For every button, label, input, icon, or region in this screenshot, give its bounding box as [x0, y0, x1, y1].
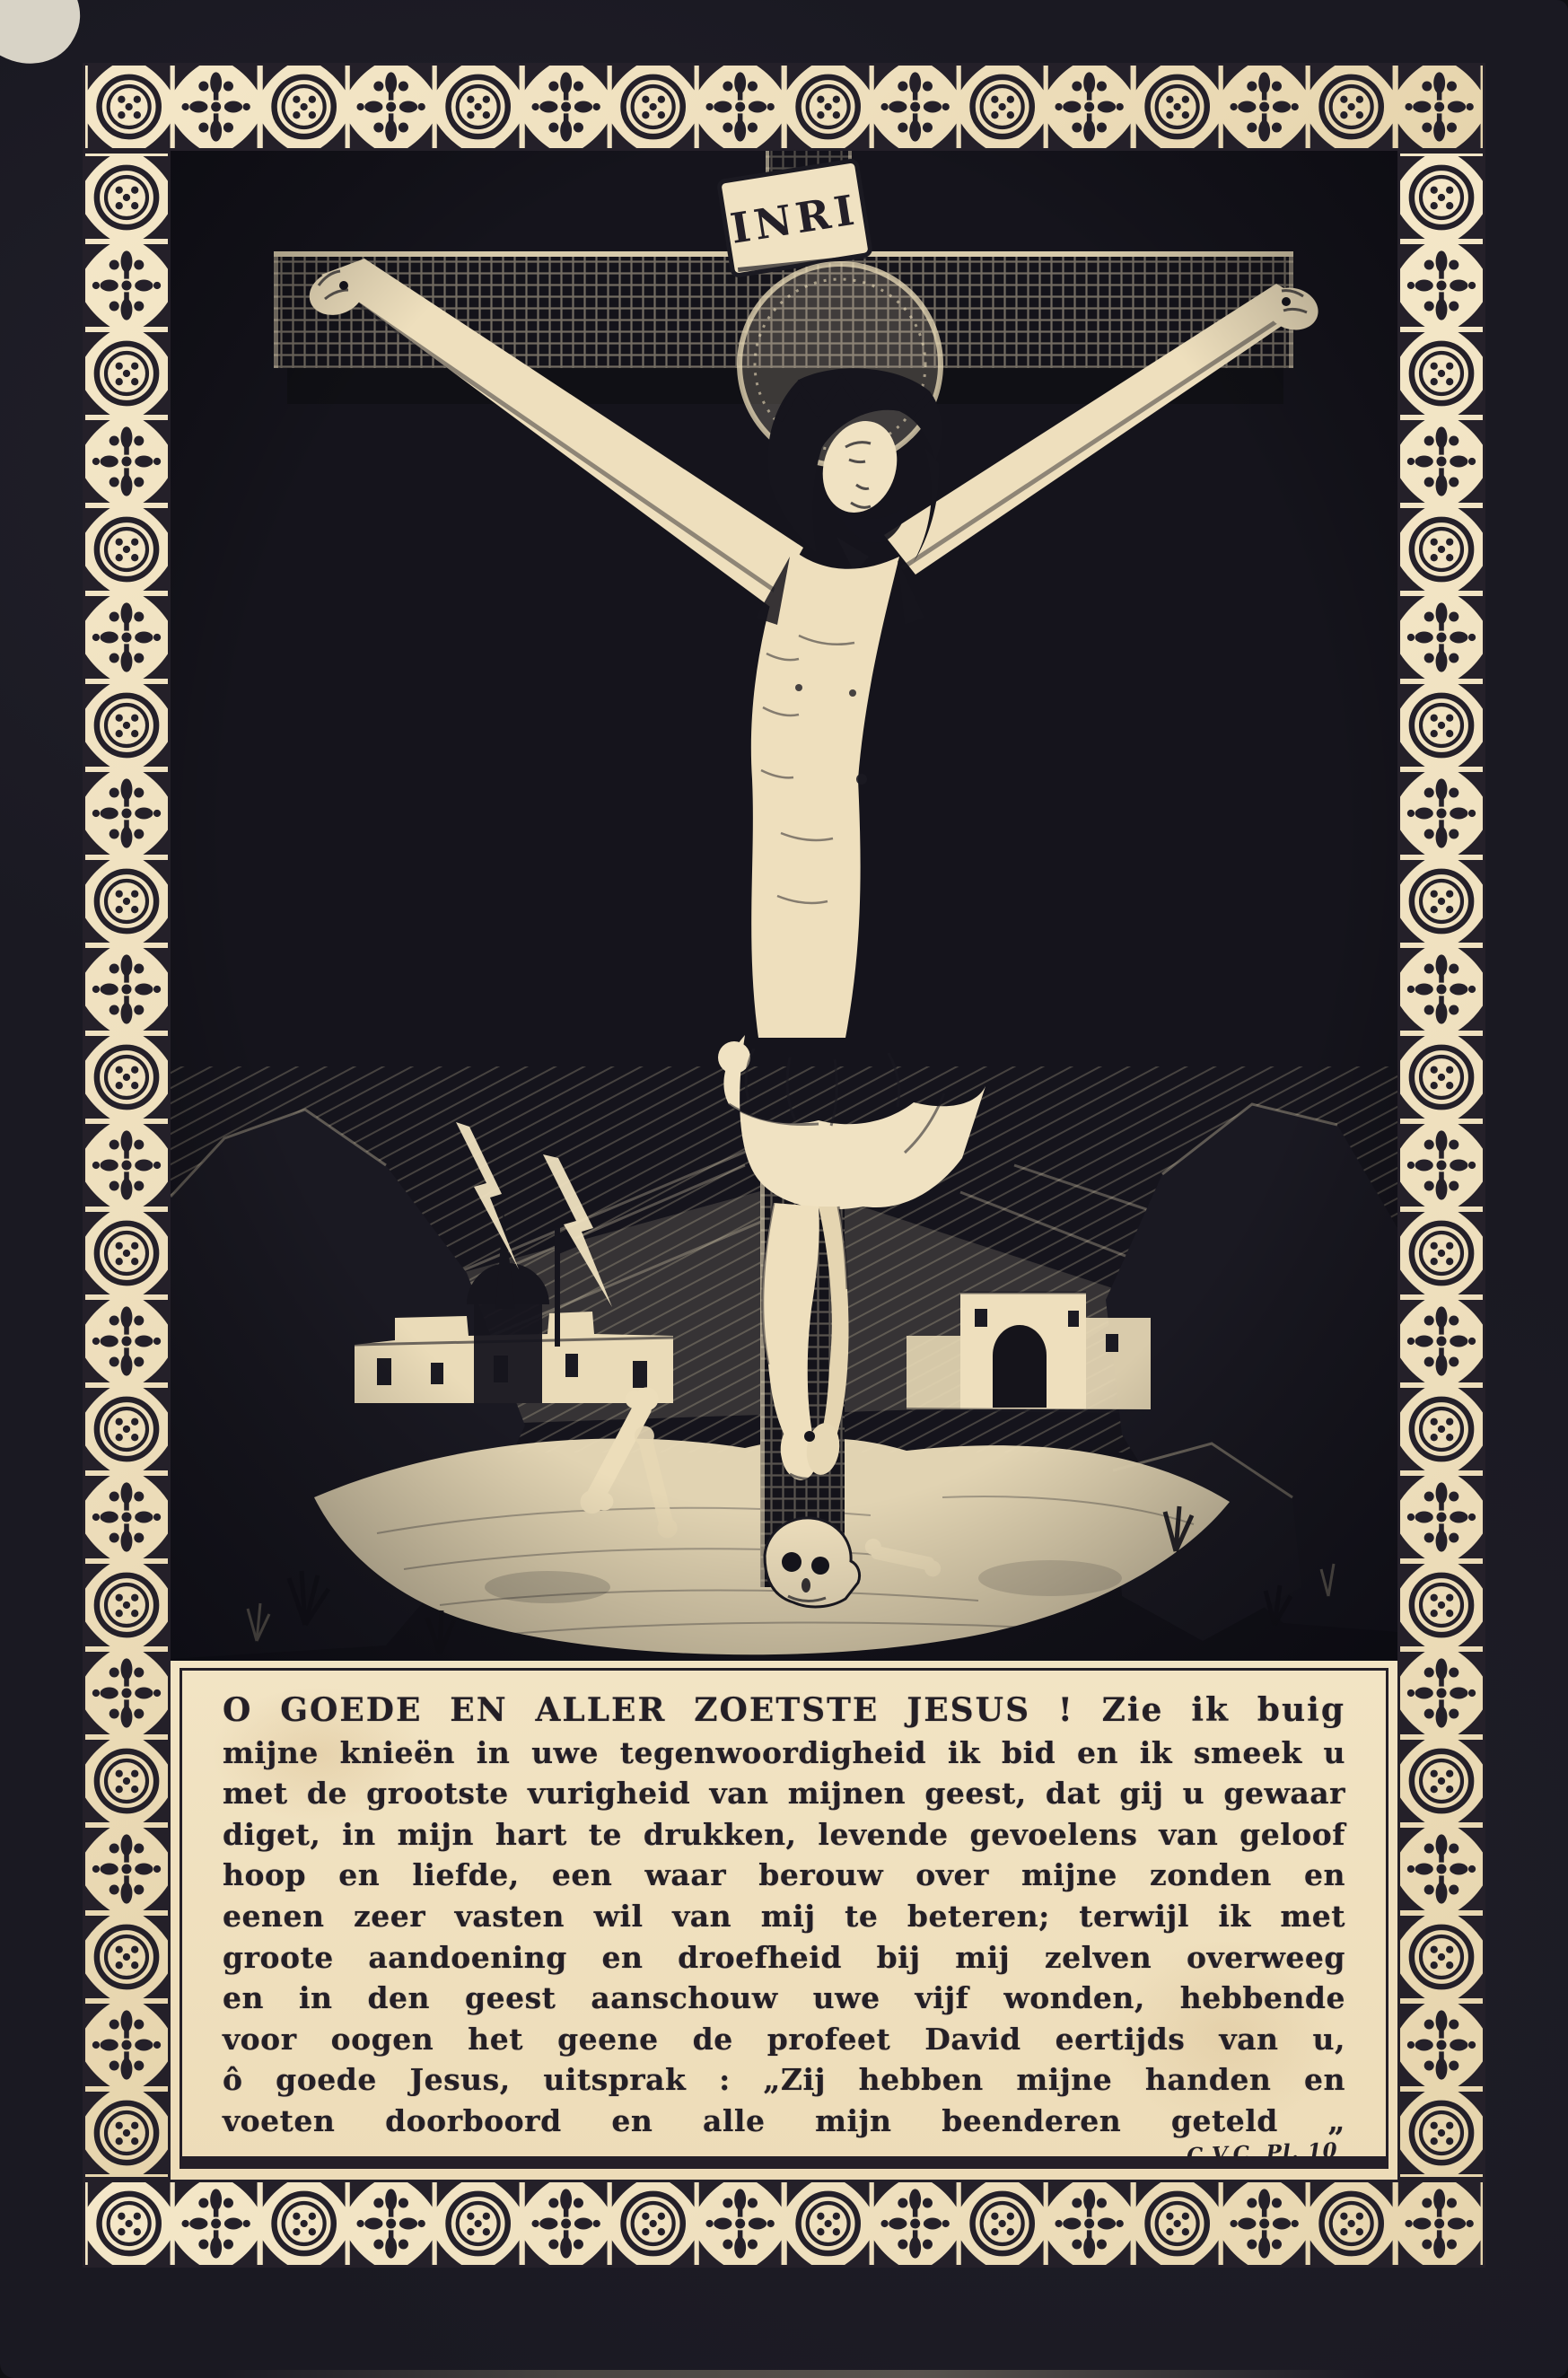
cross-flower-ornament-icon: [1400, 1121, 1483, 1209]
rosette-ornament-icon: [1400, 329, 1483, 417]
prayer-line: mijne knieën in uwe tegenwoordigheid ik bid en ik smeek u: [223, 1734, 1345, 1770]
cross-flower-ornament-icon: [172, 2182, 259, 2265]
rosette-ornament-icon: [85, 154, 168, 241]
rosette-ornament-icon: [1400, 1209, 1483, 1297]
rosette-ornament-icon: [85, 1033, 168, 1121]
cross-flower-ornament-icon: [1400, 2001, 1483, 2089]
ornamental-border-right: [1397, 151, 1485, 2180]
rosette-ornament-icon: [1134, 66, 1221, 148]
rosette-ornament-icon: [1400, 1033, 1483, 1121]
prayer-line: met de grootste vurigheid van mijnen geest, dat gij u gewaar: [223, 1776, 1345, 1812]
rosette-ornament-icon: [1400, 154, 1483, 241]
cross-flower-ornament-icon: [696, 66, 784, 148]
rosette-ornament-icon: [959, 2182, 1046, 2265]
cross-flower-ornament-icon: [1221, 66, 1308, 148]
rosette-ornament-icon: [85, 1385, 168, 1473]
prayer-line: diget, in mijn hart te drukken, levende gevoelens van geloof: [223, 1816, 1345, 1852]
cross-flower-ornament-icon: [1400, 1825, 1483, 1913]
cross-flower-ornament-icon: [522, 2182, 609, 2265]
engraver-signature: C.V.C. Pl. 10: [1186, 2138, 1339, 2168]
prayer-line: voeten doorboord en alle mijn beenderen geteld „: [223, 2102, 1345, 2138]
cross-flower-ornament-icon: [1046, 2182, 1133, 2265]
cross-flower-ornament-icon: [85, 1297, 168, 1385]
prayer-line: voor oogen het geene de profeet David eertijds van u,: [223, 2021, 1345, 2057]
rosette-ornament-icon: [1308, 2182, 1395, 2265]
rosette-ornament-icon: [609, 2182, 696, 2265]
rosette-ornament-icon: [85, 1913, 168, 2001]
rosette-ornament-icon: [434, 2182, 521, 2265]
rosette-ornament-icon: [434, 66, 521, 148]
prayer-line: hoop en liefde, een waar berouw over mijne zonden en: [223, 1857, 1345, 1893]
rosette-ornament-icon: [85, 2089, 168, 2177]
cross-flower-ornament-icon: [1400, 769, 1483, 857]
rosette-ornament-icon: [1308, 66, 1395, 148]
cross-flower-ornament-icon: [85, 1473, 168, 1561]
rosette-ornament-icon: [85, 1737, 168, 1825]
cross-flower-ornament-icon: [1400, 241, 1483, 329]
rosette-ornament-icon: [85, 681, 168, 769]
rosette-ornament-icon: [1400, 1561, 1483, 1649]
rosette-ornament-icon: [1400, 857, 1483, 945]
crucifixion-engraving: [171, 151, 1397, 1661]
cross-flower-ornament-icon: [1400, 417, 1483, 505]
prayer-line: eenen zeer vasten wil van mij te beteren; terwijl ik met: [223, 1898, 1345, 1934]
cross-flower-ornament-icon: [347, 2182, 434, 2265]
cross-flower-ornament-icon: [85, 241, 168, 329]
ornamental-border-left: [83, 151, 171, 2180]
ornamental-border-top: [83, 63, 1485, 151]
cross-flower-ornament-icon: [1400, 593, 1483, 681]
rosette-ornament-icon: [1400, 681, 1483, 769]
rosette-ornament-icon: [85, 857, 168, 945]
prayer-line: ô goede Jesus, uitsprak : „Zij hebben mijne handen en: [223, 2062, 1345, 2098]
cross-flower-ornament-icon: [172, 66, 259, 148]
rosette-ornament-icon: [260, 66, 347, 148]
cross-flower-ornament-icon: [1396, 66, 1483, 148]
cross-flower-ornament-icon: [85, 1121, 168, 1209]
card-bottom-edge: [215, 2370, 1382, 2378]
prayer-text: [223, 1691, 1345, 2138]
prayer-panel: [171, 1661, 1397, 2180]
rosette-ornament-icon: [959, 66, 1046, 148]
cross-flower-ornament-icon: [1396, 2182, 1483, 2265]
cross-flower-ornament-icon: [1046, 66, 1133, 148]
rosette-ornament-icon: [1134, 2182, 1221, 2265]
rosette-ornament-icon: [85, 66, 172, 148]
cross-flower-ornament-icon: [85, 417, 168, 505]
prayer-line: groote aandoening en droefheid bij mij zelven overweeg: [223, 1939, 1345, 1975]
rosette-ornament-icon: [1400, 1737, 1483, 1825]
rosette-ornament-icon: [260, 2182, 347, 2265]
cross-flower-ornament-icon: [872, 2182, 959, 2265]
cross-flower-ornament-icon: [85, 769, 168, 857]
rosette-ornament-icon: [609, 66, 696, 148]
rosette-ornament-icon: [784, 66, 872, 148]
cross-flower-ornament-icon: [696, 2182, 784, 2265]
cross-flower-ornament-icon: [522, 66, 609, 148]
cross-flower-ornament-icon: [1400, 1473, 1483, 1561]
cross-flower-ornament-icon: [1400, 945, 1483, 1033]
rosette-ornament-icon: [1400, 1913, 1483, 2001]
prayer-line: en in den geest aanschouw uwe vijf wonden, hebbende: [223, 1980, 1345, 2016]
cross-flower-ornament-icon: [872, 66, 959, 148]
rosette-ornament-icon: [1400, 1385, 1483, 1473]
prayer-line: O GOEDE EN ALLER ZOETSTE JESUS ! Zie ik buig: [223, 1691, 1345, 1729]
cross-flower-ornament-icon: [85, 1649, 168, 1737]
rosette-ornament-icon: [1400, 505, 1483, 593]
card-inner-field: [171, 151, 1397, 2180]
cross-flower-ornament-icon: [85, 945, 168, 1033]
cross-flower-ornament-icon: [1400, 1649, 1483, 1737]
vignette: [171, 151, 1397, 1661]
rosette-ornament-icon: [85, 505, 168, 593]
cross-flower-ornament-icon: [1221, 2182, 1308, 2265]
cross-flower-ornament-icon: [347, 66, 434, 148]
rosette-ornament-icon: [85, 1561, 168, 1649]
cross-flower-ornament-icon: [85, 593, 168, 681]
rosette-ornament-icon: [85, 2182, 172, 2265]
rosette-ornament-icon: [85, 1209, 168, 1297]
cross-flower-ornament-icon: [85, 1825, 168, 1913]
rosette-ornament-icon: [1400, 2089, 1483, 2177]
rosette-ornament-icon: [784, 2182, 872, 2265]
cross-flower-ornament-icon: [1400, 1297, 1483, 1385]
cross-flower-ornament-icon: [85, 2001, 168, 2089]
rosette-ornament-icon: [85, 329, 168, 417]
ornamental-border-bottom: [83, 2180, 1485, 2268]
